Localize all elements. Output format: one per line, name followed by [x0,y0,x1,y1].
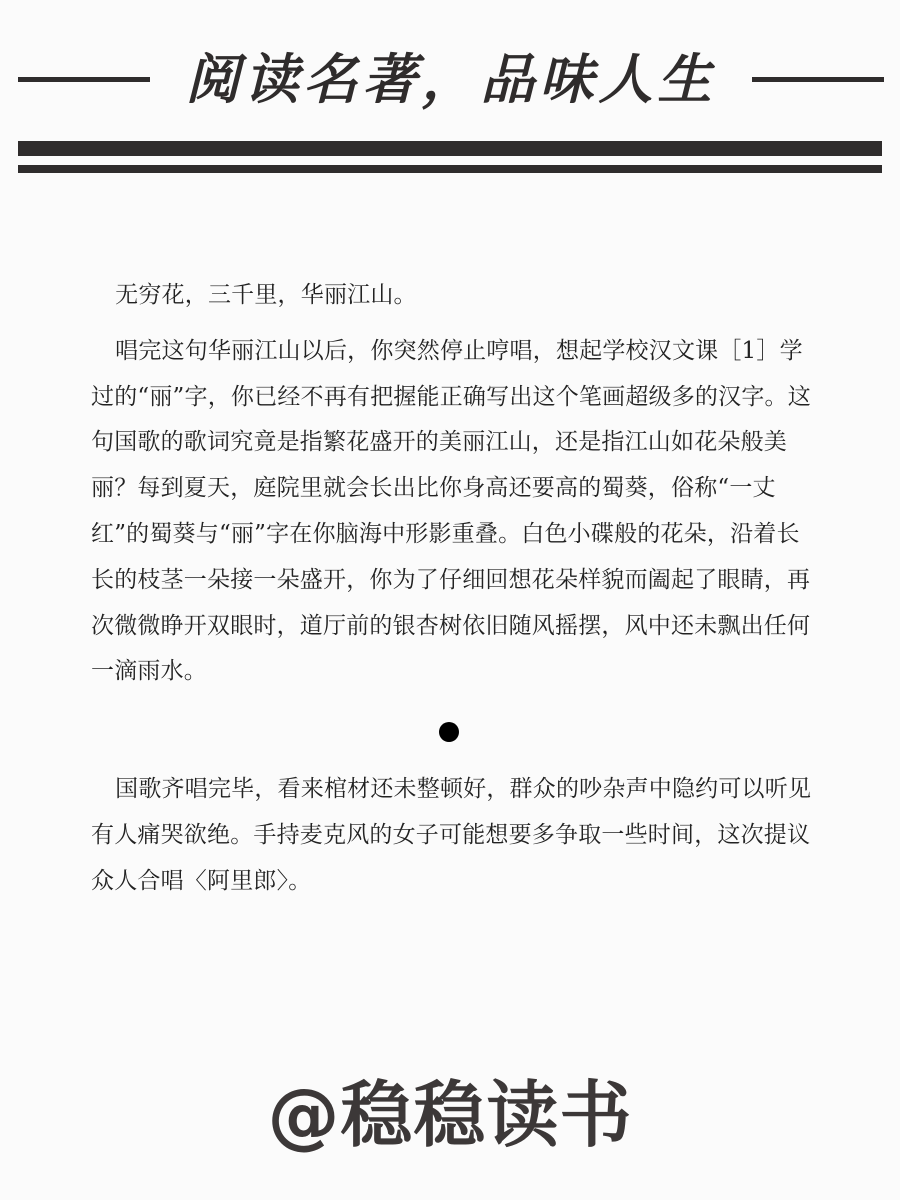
section-separator-dot [439,722,459,742]
top-thin-divider [18,165,882,173]
paragraph-1: 无穷花，三千里，华丽江山。 [115,282,417,308]
header-left-rule [18,77,150,82]
author-watermark: @稳稳读书 [267,1073,633,1157]
header-right-rule [752,77,884,82]
article-body-continued [91,767,817,904]
header-title: 阅读名著，品味人生 [185,48,717,111]
paragraph-3: 国歌齐唱完毕，看来棺材还未整顿好，群众的吵杂声中隐约可以听见有人痛哭欲绝。手持麦克风的女子可能想要多争取一些时间，这次提议众人合唱〈阿里郎〉。 [91,776,812,894]
header-banner [0,40,900,120]
top-thick-divider [18,141,882,156]
paragraph-2: 唱完这句华丽江山以后，你突然停止哼唱，想起学校汉文课［1］学过的“丽”字，你已经不再有把握能正确写出这个笔画超级多的汉字。这句国歌的歌词究竟是指繁花盛开的美丽江山，还是指江山如花朵般美丽？每到夏天，庭院里就会长出比你身高还要高的蜀葵，俗称“一丈红”的蜀葵与“丽”字在你脑海中形影重叠。白色小碟般的花朵，沿着长长的枝茎一朵接一朵盛开，你为了仔细回想花朵样貌而阖起了眼睛，再次微微睁开双眼时，道厅前的银杏树依旧随风摇摆，风中还未飘出任何一滴雨水。 [91,337,811,685]
article-body [91,273,817,695]
